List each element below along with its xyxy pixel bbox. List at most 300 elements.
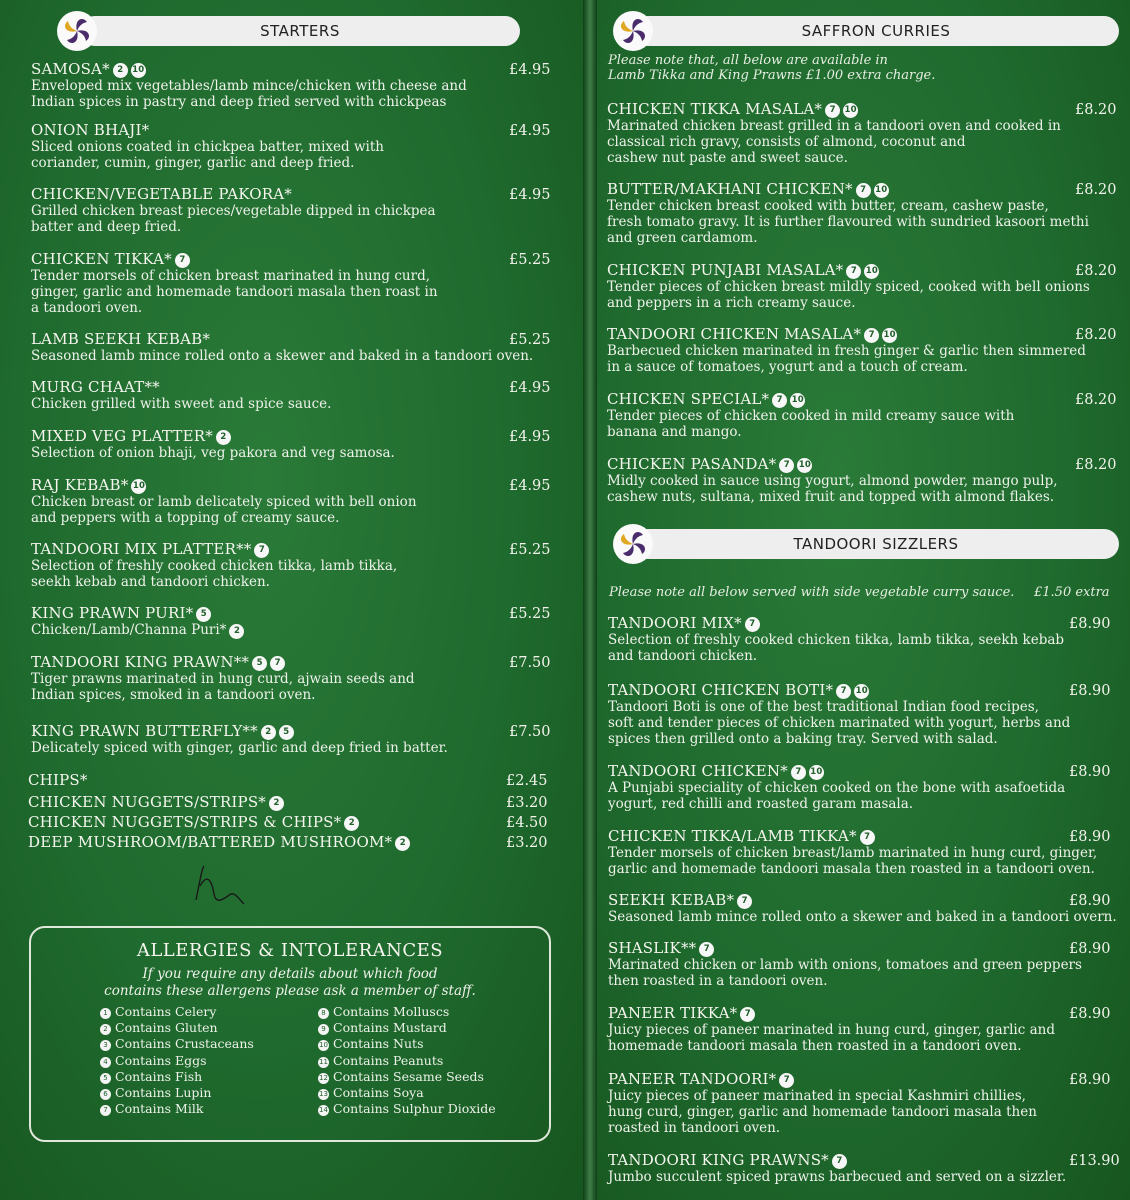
allergies-panel <box>29 926 551 1142</box>
allergies-subtitle <box>31 966 549 1000</box>
menu-item-title <box>608 762 1065 780</box>
right-menu-panel <box>597 0 1130 1200</box>
allergen-badge: 10 <box>874 183 889 198</box>
menu-item-description-text: batter and deep fried. <box>31 219 182 235</box>
menu-item-title <box>31 427 395 445</box>
menu-item-description-text: Tender morsels of chicken breast marinated in hung curd, <box>31 268 431 284</box>
menu-item-title <box>607 261 1090 279</box>
allergen-badge: 7 <box>779 458 794 473</box>
menu-item-description-text: A Punjabi speciality of chicken cooked on the bone with asafoetida <box>608 780 1066 796</box>
menu-item-name: TANDOORI MIX* <box>608 614 742 632</box>
allergen-number: 2 <box>100 1024 111 1035</box>
menu-item-description <box>607 230 1089 246</box>
menu-item-name: TANDOORI MIX PLATTER** <box>31 540 252 558</box>
menu-item <box>31 121 384 171</box>
menu-item-description-text: homemade tandoori masala then roasted in a tandoori oven. <box>608 1038 1022 1054</box>
menu-item <box>31 604 244 639</box>
menu-item-description-text: Selection of onion bhaji, veg pakora and veg samosa. <box>31 445 395 461</box>
menu-item <box>608 1070 1037 1136</box>
allergen-label: Contains Mustard <box>333 1020 447 1036</box>
allergen-entry <box>318 1036 423 1052</box>
menu-item-description <box>31 139 384 155</box>
menu-item-description <box>31 219 436 235</box>
menu-item-name: TANDOORI CHICKEN BOTI* <box>608 681 834 699</box>
menu-item-description <box>31 687 415 703</box>
menu-item-description <box>607 198 1089 214</box>
menu-item <box>31 185 436 235</box>
allergen-badge: 7 <box>254 543 269 558</box>
menu-item-price: £7.50 <box>509 655 551 671</box>
allergen-badge: 7 <box>856 183 871 198</box>
menu-item <box>31 476 417 526</box>
menu-item-description-text: Seasoned lamb mince rolled onto a skewer and baked in a tandoori oven. <box>31 348 534 364</box>
menu-item-description <box>608 699 1070 715</box>
menu-item-title <box>607 325 1086 343</box>
side-item-price: £3.20 <box>506 835 548 851</box>
menu-item-price: £8.20 <box>1075 457 1117 473</box>
allergen-badge: 10 <box>131 479 146 494</box>
allergen-badge: 10 <box>809 765 824 780</box>
menu-item-description-text: yogurt, red chilli and roasted garam masala. <box>608 796 914 812</box>
allergen-badge: 10 <box>797 458 812 473</box>
allergen-badge: 7 <box>175 253 190 268</box>
allergen-entry <box>318 1085 424 1101</box>
menu-item-name: KING PRAWN PURI* <box>31 604 194 622</box>
allergen-number: 4 <box>100 1057 111 1068</box>
allergen-badge: 10 <box>864 264 879 279</box>
side-item-name: CHICKEN NUGGETS/STRIPS* <box>28 793 266 811</box>
allergies-subtitle-line: contains these allergens please ask a member of staff. <box>104 983 476 999</box>
allergen-badge: 2 <box>261 725 276 740</box>
menu-item-description-text: spices then grilled onto a baking tray. Served with salad. <box>608 731 998 747</box>
allergen-badge: 7 <box>864 328 879 343</box>
menu-item-description-text: Sliced onions coated in chickpea batter, mixed with <box>31 139 384 155</box>
menu-item-price: £8.90 <box>1069 1072 1111 1088</box>
allergen-number: 13 <box>319 1090 328 1098</box>
menu-item-price: £8.90 <box>1069 764 1111 780</box>
menu-item-description-text: Seasoned lamb mince rolled onto a skewer and baked in a tandoori overn. <box>608 909 1117 925</box>
menu-item-description <box>31 494 417 510</box>
menu-item <box>608 1004 1055 1054</box>
side-item-price: £4.50 <box>506 815 548 831</box>
menu-item <box>608 681 1070 747</box>
menu-item-description-text: roasted in tandoori oven. <box>608 1120 781 1136</box>
menu-item-price: £8.20 <box>1075 102 1117 118</box>
allergen-label: Contains Fish <box>115 1068 203 1084</box>
menu-item-description <box>31 510 417 526</box>
menu-item-name: SEEKH KEBAB* <box>608 891 735 909</box>
allergen-badge: 10 <box>882 328 897 343</box>
menu-item-price: £4.95 <box>509 429 551 445</box>
menu-item-title <box>31 540 397 558</box>
menu-item-description-text: coriander, cumin, ginger, garlic and deep fried. <box>31 155 355 171</box>
allergen-number: 10 <box>319 1041 328 1050</box>
menu-item-description-text: Juicy pieces of paneer marinated in hung curd, ginger, garlic and <box>608 1022 1055 1038</box>
sizzlers-note: Please note all below served with side vegetable curry sauce. <box>609 585 1015 600</box>
menu-item <box>607 455 1058 505</box>
menu-item-name: CHICKEN/VEGETABLE PAKORA* <box>31 185 293 203</box>
menu-item-description-text: Grilled chicken breast pieces/vegetable dipped in chickpea <box>31 203 436 219</box>
menu-item-price: £13.90 <box>1069 1153 1120 1169</box>
menu-item-price: £5.25 <box>509 332 551 348</box>
menu-item-description <box>31 671 415 687</box>
menu-item-description <box>607 295 1090 311</box>
menu-item-title <box>31 476 417 494</box>
menu-item-description-text: hung curd, ginger, garlic and homemade tandoori masala then <box>608 1104 1037 1120</box>
menu-item-description <box>31 574 397 590</box>
menu-item <box>608 891 1117 925</box>
menu-item-description-text: and peppers in a rich creamy sauce. <box>607 295 856 311</box>
menu-item-description <box>607 279 1090 295</box>
menu-item-name: TANDOORI KING PRAWNS* <box>608 1151 829 1169</box>
menu-item-description-text: cashew nuts, sultana, mixed fruit and topped with almond flakes. <box>607 489 1055 505</box>
allergen-badge: 7 <box>836 684 851 699</box>
menu-item-title <box>608 681 1070 699</box>
menu-item-title <box>608 1070 1037 1088</box>
menu-item-price: £8.90 <box>1069 616 1111 632</box>
menu-item-description <box>31 445 395 461</box>
menu-item-title <box>607 390 1014 408</box>
allergen-number: 3 <box>100 1040 111 1051</box>
menu-item-description <box>607 343 1086 359</box>
allergen-entry <box>100 1020 218 1036</box>
allergen-badge: 2 <box>229 624 244 639</box>
menu-item-description-text: Tiger prawns marinated in hung curd, ajwain seeds and <box>31 671 415 687</box>
curries-note-line: Please note that, all below are available in <box>608 53 888 68</box>
menu-item-name: RAJ KEBAB* <box>31 476 129 494</box>
menu-item <box>31 330 533 364</box>
menu-item-name: CHICKEN PASANDA* <box>607 455 777 473</box>
menu-item-description-text: Tender pieces of chicken cooked in mild creamy sauce with <box>607 408 1015 424</box>
menu-item-description-text: Tender morsels of chicken breast/lamb marinated in hung curd, ginger, <box>608 845 1098 861</box>
menu-item-title <box>31 185 436 203</box>
allergen-label: Contains Sulphur Dioxide <box>333 1101 496 1117</box>
side-item-price: £2.45 <box>506 773 548 789</box>
menu-item-description <box>608 1104 1037 1120</box>
allergen-badge: 7 <box>699 942 714 957</box>
menu-item-description-text: Barbecued chicken marinated in fresh ginger & garlic then simmered <box>607 343 1086 359</box>
menu-item <box>608 762 1065 812</box>
menu-item-description-text: and tandoori chicken. <box>608 648 758 664</box>
menu-item <box>608 827 1097 877</box>
allergen-number: 12 <box>319 1073 328 1082</box>
menu-item-description <box>31 348 533 364</box>
menu-item-name: KING PRAWN BUTTERFLY** <box>31 722 258 740</box>
menu-item <box>31 540 397 590</box>
allergen-label: Contains Milk <box>115 1101 204 1117</box>
menu-item-description <box>31 78 467 94</box>
menu-item-description <box>608 909 1117 925</box>
allergen-badge: 5 <box>196 607 211 622</box>
allergen-entry <box>100 1069 202 1085</box>
menu-item-description <box>608 1038 1055 1054</box>
menu-item-name: TANDOORI CHICKEN* <box>608 762 788 780</box>
menu-item-description-text: Tender chicken breast cooked with butter, cream, cashew paste, <box>607 198 1049 214</box>
allergen-number: 1 <box>100 1008 111 1019</box>
menu-item-description <box>607 214 1089 230</box>
menu-item-name: PANEER TANDOORI* <box>608 1070 777 1088</box>
menu-item-title <box>608 1004 1055 1022</box>
allergen-badge: 7 <box>825 103 840 118</box>
allergen-number: 9 <box>318 1024 329 1035</box>
sizzlers-heading: TANDOORI SIZZLERS <box>793 535 959 553</box>
menu-item-title <box>607 100 1061 118</box>
menu-item-name: TANDOORI CHICKEN MASALA* <box>607 325 862 343</box>
menu-item-description <box>608 648 1064 664</box>
allergen-number: 6 <box>100 1089 111 1100</box>
menu-item-description <box>608 796 1065 812</box>
menu-item <box>607 261 1090 311</box>
menu-item-description <box>31 622 244 639</box>
menu-item <box>31 722 448 756</box>
menu-item-description <box>607 118 1061 134</box>
menu-item-description <box>31 203 436 219</box>
side-item-name: CHICKEN NUGGETS/STRIPS & CHIPS* <box>28 813 342 831</box>
menu-item-title <box>607 455 1058 473</box>
side-item <box>28 833 410 851</box>
menu-item-description-text: seekh kebab and tandoori chicken. <box>31 574 270 590</box>
menu-item-name: ONION BHAJI* <box>31 121 150 139</box>
allergen-entry <box>318 1101 496 1117</box>
allergen-badge: 10 <box>131 63 146 78</box>
menu-item-description-text: Delicately spiced with ginger, garlic and deep fried in batter. <box>31 740 448 756</box>
menu-item-name: CHICKEN TIKKA MASALA* <box>607 100 823 118</box>
menu-item-name: MURG CHAAT** <box>31 378 160 396</box>
menu-item-description <box>608 1022 1055 1038</box>
allergies-subtitle-line: If you require any details about which food <box>142 966 438 982</box>
menu-item-description-text: fresh tomato gravy. It is further flavoured with sundried kasoori methi <box>607 214 1089 230</box>
allergen-label: Contains Nuts <box>333 1036 424 1052</box>
allergen-entry <box>318 1069 484 1085</box>
menu-item-description-text: Tandoori Boti is one of the best traditional Indian food recipes, <box>608 699 1039 715</box>
menu-item-name: SAMOSA* <box>31 60 110 78</box>
allergen-entry <box>100 1036 254 1052</box>
menu-item-description-text: garlic and homemade tandoori masala then roasted in a tandoori oven. <box>608 861 1095 877</box>
menu-item-price: £8.20 <box>1075 392 1117 408</box>
curries-heading-bar <box>633 16 1119 46</box>
allergen-label: Contains Celery <box>115 1004 217 1019</box>
menu-item-description <box>608 780 1065 796</box>
menu-item <box>31 378 331 412</box>
menu-item-title <box>608 614 1064 632</box>
allergen-badge: 5 <box>279 725 294 740</box>
menu-item-description-text: Jumbo succulent spiced prawns barbecued and served on a sizzler. <box>608 1169 1067 1185</box>
sizzlers-note-price: £1.50 extra <box>1034 585 1110 600</box>
menu-item-title <box>608 1151 1066 1169</box>
starters-heading: STARTERS <box>260 22 340 40</box>
menu-item-description <box>607 473 1058 489</box>
menu-item-price: £8.90 <box>1069 683 1111 699</box>
page-fold <box>583 0 597 1200</box>
allergen-label: Contains Molluscs <box>333 1004 450 1019</box>
menu-item-description-text: a tandoori oven. <box>31 300 143 316</box>
side-item <box>28 771 88 789</box>
menu-item-description <box>607 134 1061 150</box>
menu-item-title <box>31 60 467 78</box>
menu-item-description-text: Midly cooked in sauce using yogurt, almond powder, mango pulp, <box>607 473 1058 489</box>
menu-item-description-text: ginger, garlic and homemade tandoori masala then roast in <box>31 284 438 300</box>
allergies-title: ALLERGIES & INTOLERANCES <box>136 940 444 961</box>
allergen-badge: 7 <box>779 1073 794 1088</box>
handwritten-mark-icon <box>188 860 248 910</box>
menu-item <box>31 250 438 316</box>
menu-item <box>31 653 415 703</box>
menu-item-name: CHICKEN SPECIAL* <box>607 390 770 408</box>
menu-item-description-text: Indian spices, smoked in a tandoori oven. <box>31 687 316 703</box>
menu-item-title <box>607 180 1089 198</box>
allergen-badge: 2 <box>344 816 359 831</box>
allergen-badge: 7 <box>791 765 806 780</box>
menu-item-description-text: Marinated chicken breast grilled in a tandoori oven and cooked in <box>607 118 1061 134</box>
menu-item-description <box>31 740 448 756</box>
allergen-entry <box>100 1004 216 1020</box>
menu-item-description-text: and peppers with a topping of creamy sauce. <box>31 510 340 526</box>
menu-item-price: £8.20 <box>1075 327 1117 343</box>
menu-item-description <box>607 424 1014 440</box>
side-item-name: DEEP MUSHROOM/BATTERED MUSHROOM* <box>28 833 393 851</box>
allergen-badge: 2 <box>216 430 231 445</box>
menu-item-price: £4.95 <box>509 123 551 139</box>
side-item-price: £3.20 <box>506 795 548 811</box>
menu-item-title <box>31 250 438 268</box>
menu-item <box>608 614 1064 664</box>
menu-item-description-text: classical rich gravy, consists of almond, coconut and <box>607 134 966 150</box>
menu-item-description <box>608 957 1082 973</box>
restaurant-logo-icon <box>57 11 97 51</box>
menu-item-price: £4.95 <box>509 478 551 494</box>
allergen-badge: 7 <box>772 393 787 408</box>
menu-item-title <box>31 722 448 740</box>
allergen-entry <box>318 1020 447 1036</box>
menu-item-description <box>31 300 438 316</box>
menu-item-description <box>31 396 331 412</box>
allergen-badge: 7 <box>737 894 752 909</box>
menu-item-price: £8.20 <box>1075 182 1117 198</box>
side-item <box>28 813 359 831</box>
allergen-badge: 2 <box>113 63 128 78</box>
menu-item-title <box>31 378 331 396</box>
menu-item-description-text: banana and mango. <box>607 424 742 440</box>
menu-item-description-text: Chicken breast or lamb delicately spiced with bell onion <box>31 494 417 510</box>
allergen-label: Contains Sesame Seeds <box>333 1068 484 1084</box>
allergen-badge: 10 <box>854 684 869 699</box>
menu-item-price: £8.90 <box>1069 829 1111 845</box>
menu-item-price: £5.25 <box>509 252 551 268</box>
menu-item-description <box>608 715 1070 731</box>
restaurant-logo-icon <box>613 11 653 51</box>
allergen-badge: 10 <box>843 103 858 118</box>
curries-note-line: Lamb Tikka and King Prawns £1.00 extra charge. <box>608 68 936 83</box>
allergen-entry <box>100 1085 211 1101</box>
allergen-badge: 7 <box>270 656 285 671</box>
menu-item-title <box>608 939 1082 957</box>
menu-item-description <box>608 1169 1066 1185</box>
menu-item-description <box>607 150 1061 166</box>
menu-item-description <box>608 973 1082 989</box>
menu-item-description-text: cashew nut paste and sweet sauce. <box>607 150 848 166</box>
menu-item-description <box>31 94 467 110</box>
restaurant-logo-icon <box>613 524 653 564</box>
curries-heading: SAFFRON CURRIES <box>801 22 951 40</box>
menu-item-description-text: soft and tender pieces of chicken marinated with yogurt, herbs and <box>608 715 1071 731</box>
menu-item-description <box>608 1088 1037 1104</box>
menu-item <box>608 939 1082 989</box>
menu-item-name: MIXED VEG PLATTER* <box>31 427 213 445</box>
allergen-number: 8 <box>318 1008 329 1019</box>
menu-item-price: £4.95 <box>509 380 551 396</box>
allergen-label: Contains Eggs <box>115 1052 207 1068</box>
allergen-entry <box>318 1004 449 1020</box>
menu-item-description <box>31 155 384 171</box>
allergen-badge: 2 <box>269 796 284 811</box>
menu-item-name: TANDOORI KING PRAWN** <box>31 653 250 671</box>
menu-item-price: £8.20 <box>1075 263 1117 279</box>
menu-item <box>31 60 467 110</box>
menu-item-name: CHICKEN PUNJABI MASALA* <box>607 261 844 279</box>
menu-item-price: £8.90 <box>1069 893 1111 909</box>
menu-item-description <box>608 1120 1037 1136</box>
menu-item-title <box>608 891 1117 909</box>
allergen-badge: 7 <box>832 1154 847 1169</box>
menu-item-description-text: Chicken/Lamb/Channa Puri* <box>31 622 227 638</box>
menu-item-name: BUTTER/MAKHANI CHICKEN* <box>607 180 853 198</box>
menu-item-name: CHICKEN TIKKA* <box>31 250 172 268</box>
menu-item-title <box>31 653 415 671</box>
allergen-label: Contains Gluten <box>115 1020 218 1036</box>
menu-item-title <box>31 330 533 348</box>
menu-item-description-text: Indian spices in pastry and deep fried served with chickpeas <box>31 94 447 110</box>
menu-item-description <box>608 845 1097 861</box>
menu-item-title <box>31 604 244 622</box>
allergen-badge: 7 <box>846 264 861 279</box>
menu-item-description <box>608 861 1097 877</box>
menu-item-description-text: and green cardamom. <box>607 230 758 246</box>
menu-item-description <box>608 632 1064 648</box>
menu-item-description-text: Juicy pieces of paneer marinated in special Kashmiri chillies, <box>608 1088 1026 1104</box>
allergen-badge: 7 <box>740 1007 755 1022</box>
menu-item-description-text: then roasted in a tandoori oven. <box>608 973 828 989</box>
allergen-label: Contains Crustaceans <box>115 1036 254 1052</box>
menu-item-name: LAMB SEEKH KEBAB* <box>31 330 211 348</box>
allergen-number: 5 <box>100 1073 111 1084</box>
allergen-label: Contains Lupin <box>115 1085 212 1100</box>
sizzlers-heading-bar <box>633 529 1119 559</box>
menu-item-description <box>31 268 438 284</box>
allergen-number: 14 <box>319 1106 328 1115</box>
menu-item-description-text: in a sauce of tomatoes, yogurt and a touch of cream. <box>607 359 968 375</box>
menu-item-description-text: Selection of freshly cooked chicken tikka, lamb tikka, <box>31 558 398 574</box>
menu-item-title <box>31 121 384 139</box>
menu-item-description-text: Chicken grilled with sweet and spice sauce. <box>31 396 332 412</box>
menu-item <box>608 1151 1066 1185</box>
menu-item-price: £4.95 <box>509 187 551 203</box>
allergen-entry <box>100 1101 203 1117</box>
menu-item-name: CHICKEN TIKKA/LAMB TIKKA* <box>608 827 857 845</box>
menu-item-description <box>608 731 1070 747</box>
menu-item-price: £8.90 <box>1069 1006 1111 1022</box>
menu-item-description <box>607 359 1086 375</box>
side-item <box>28 793 284 811</box>
side-item-name: CHIPS* <box>28 771 88 789</box>
menu-item-description-text: Tender pieces of chicken breast mildly spiced, cooked with bell onions <box>607 279 1090 295</box>
allergen-badge: 10 <box>790 393 805 408</box>
allergen-number: 7 <box>100 1105 111 1116</box>
menu-item <box>31 427 395 461</box>
allergen-entry <box>100 1053 207 1069</box>
menu-item-description-text: Selection of freshly cooked chicken tikka, lamb tikka, seekh kebab <box>608 632 1065 648</box>
menu-item-price: £4.95 <box>509 62 551 78</box>
menu-item-description-text: Enveloped mix vegetables/lamb mince/chicken with cheese and <box>31 78 467 94</box>
